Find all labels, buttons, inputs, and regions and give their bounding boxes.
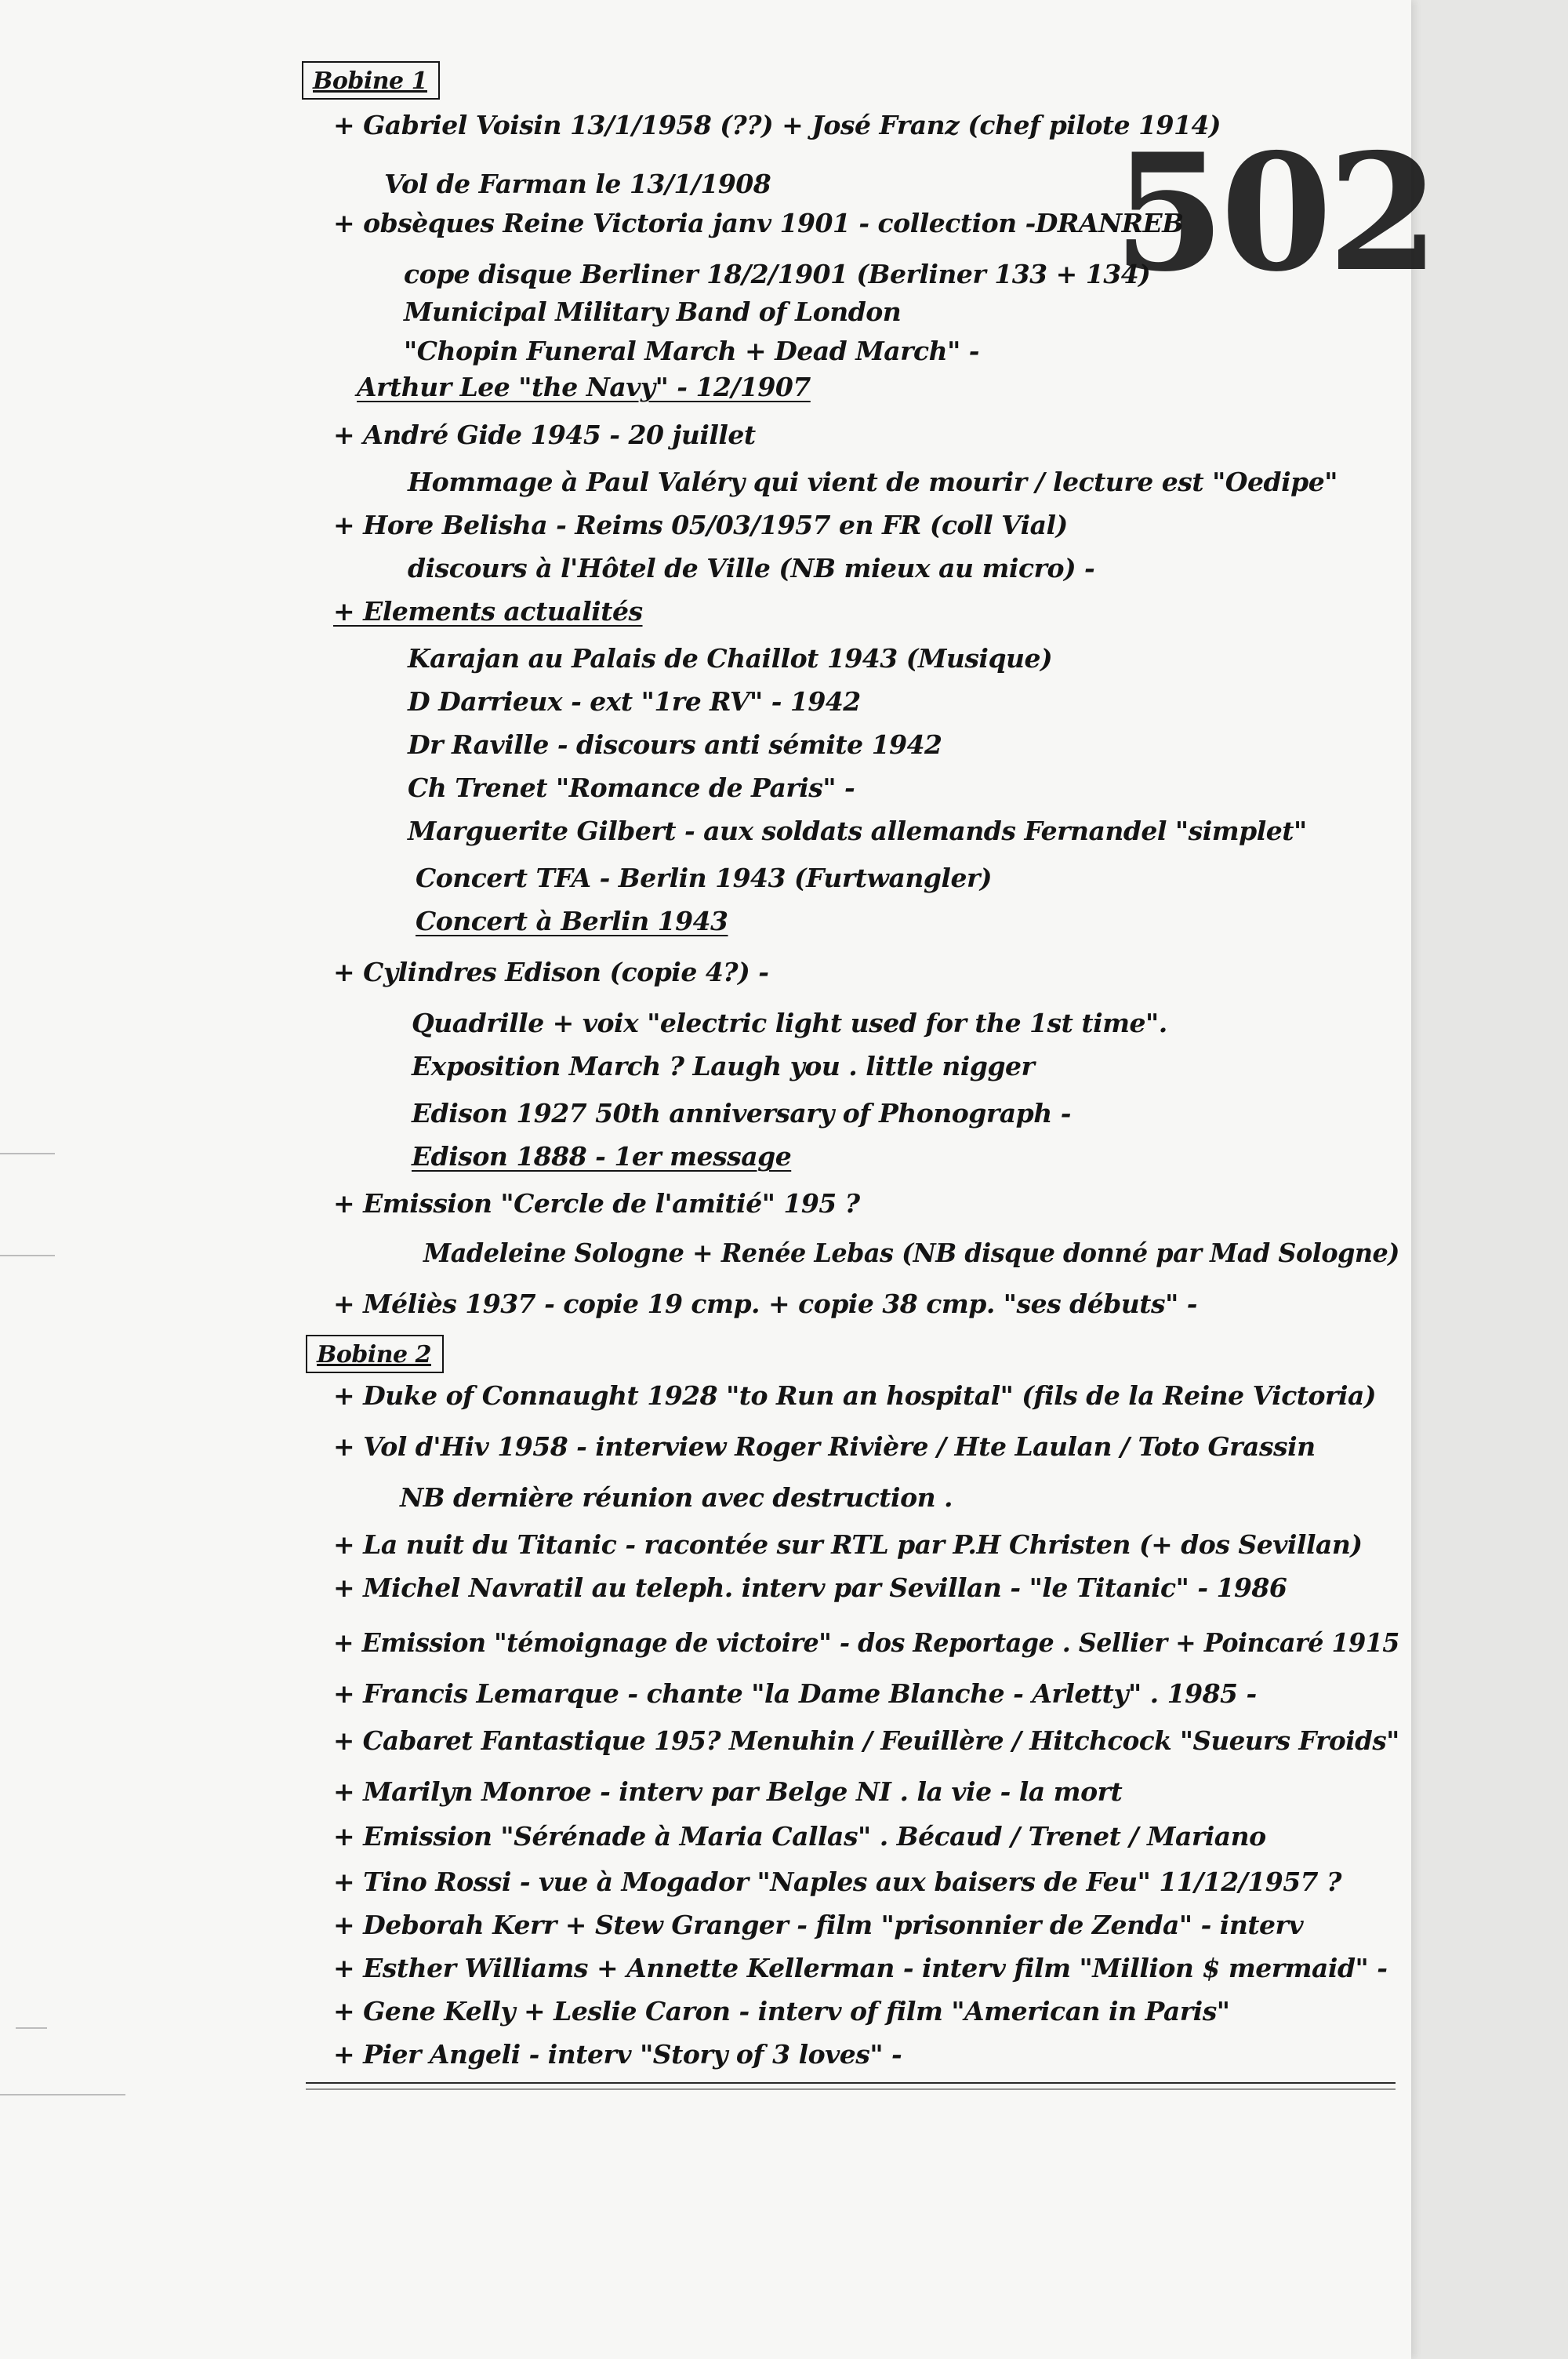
margin-mark bbox=[0, 2094, 125, 2095]
entry-line: + Tino Rossi - vue à Mogador "Naples aux baisers de Feu" 11/12/1957 ? bbox=[333, 1866, 1341, 1897]
entry-line: + Cylindres Edison (copie 4?) - bbox=[333, 957, 769, 987]
entry-line: discours à l'Hôtel de Ville (NB mieux au micro) - bbox=[408, 553, 1095, 583]
entry-line: + Emission "témoignage de victoire" - dos Reportage . Sellier + Poincaré 1915 bbox=[333, 1627, 1399, 1658]
closing-rule bbox=[306, 2082, 1396, 2084]
margin-mark bbox=[0, 1255, 55, 1256]
entry-line: NB dernière réunion avec destruction . bbox=[400, 1482, 953, 1513]
entry-line: Ch Trenet "Romance de Paris" - bbox=[408, 772, 855, 803]
entry-line: "Chopin Funeral March + Dead March" - bbox=[404, 336, 980, 366]
entry-line: Karajan au Palais de Chaillot 1943 (Musique) bbox=[408, 643, 1053, 674]
margin-mark bbox=[16, 2027, 47, 2029]
reel-label-1: Bobine 1 bbox=[302, 61, 440, 100]
entry-line: Edison 1888 - 1er message bbox=[412, 1141, 792, 1172]
entry-line: + Hore Belisha - Reims 05/03/1957 en FR (coll Vial) bbox=[333, 510, 1068, 540]
entry-line: + Esther Williams + Annette Kellerman - interv film "Million $ mermaid" - bbox=[333, 1953, 1388, 1983]
entry-line: + obsèques Reine Victoria janv 1901 - collection -DRANREB bbox=[333, 208, 1184, 238]
entry-line: Edison 1927 50th anniversary of Phonograph - bbox=[412, 1098, 1071, 1129]
entry-line: + Francis Lemarque - chante "la Dame Blanche - Arletty" . 1985 - bbox=[333, 1678, 1257, 1709]
entry-line: Madeleine Sologne + Renée Lebas (NB disque donné par Mad Sologne) bbox=[423, 1238, 1399, 1268]
entry-line: Exposition March ? Laugh you . little nigger bbox=[412, 1051, 1035, 1081]
entry-line: cope disque Berliner 18/2/1901 (Berliner 133 + 134) bbox=[404, 259, 1151, 289]
entry-line: + Elements actualités bbox=[333, 596, 643, 627]
entry-line: + Deborah Kerr + Stew Granger - film "prisonnier de Zenda" - interv bbox=[333, 1910, 1304, 1940]
entry-line: Arthur Lee "the Navy" - 12/1907 bbox=[357, 372, 811, 402]
entry-line: + Pier Angeli - interv "Story of 3 loves" - bbox=[333, 2039, 902, 2070]
entry-line: Marguerite Gilbert - aux soldats allemands Fernandel "simplet" bbox=[408, 816, 1307, 846]
entry-line: Hommage à Paul Valéry qui vient de mourir / lecture est "Oedipe" bbox=[408, 467, 1338, 497]
entry-line: + Emission "Sérénade à Maria Callas" . Bécaud / Trenet / Mariano bbox=[333, 1821, 1266, 1852]
entry-line: Concert à Berlin 1943 bbox=[416, 906, 728, 936]
page-number-stamp: 502 bbox=[1113, 119, 1435, 307]
entry-line: + André Gide 1945 - 20 juillet bbox=[333, 420, 756, 450]
entry-line: + Marilyn Monroe - interv par Belge NI . la vie - la mort bbox=[333, 1776, 1123, 1807]
closing-rule bbox=[306, 2088, 1396, 2090]
entry-line: D Darrieux - ext "1re RV" - 1942 bbox=[408, 686, 861, 717]
reel-label-2: Bobine 2 bbox=[306, 1335, 444, 1373]
entry-line: + Méliès 1937 - copie 19 cmp. + copie 38 cmp. "ses débuts" - bbox=[333, 1289, 1197, 1319]
entry-line: Municipal Military Band of London bbox=[404, 296, 902, 327]
entry-line: + Emission "Cercle de l'amitié" 195 ? bbox=[333, 1188, 860, 1219]
entry-line: + La nuit du Titanic - racontée sur RTL par P.H Christen (+ dos Sevillan) bbox=[333, 1529, 1363, 1560]
entry-line: + Vol d'Hiv 1958 - interview Roger Rivière / Hte Laulan / Toto Grassin bbox=[333, 1431, 1316, 1462]
entry-line: + Michel Navratil au teleph. interv par Sevillan - "le Titanic" - 1986 bbox=[333, 1572, 1287, 1603]
entry-line: + Gabriel Voisin 13/1/1958 (??) + José Franz (chef pilote 1914) bbox=[333, 110, 1221, 140]
entry-line: Quadrille + voix "electric light used for the 1st time". bbox=[412, 1008, 1167, 1038]
entry-line: Vol de Farman le 13/1/1908 bbox=[384, 169, 771, 199]
entry-line: Concert TFA - Berlin 1943 (Furtwangler) bbox=[416, 863, 992, 893]
entry-line: + Cabaret Fantastique 195? Menuhin / Feuillère / Hitchcock "Sueurs Froids" bbox=[333, 1725, 1399, 1756]
entry-line: + Gene Kelly + Leslie Caron - interv of film "American in Paris" bbox=[333, 1996, 1230, 2026]
entry-line: Dr Raville - discours anti sémite 1942 bbox=[408, 729, 942, 760]
entry-line: + Duke of Connaught 1928 "to Run an hospital" (fils de la Reine Victoria) bbox=[333, 1380, 1376, 1411]
margin-mark bbox=[0, 1153, 55, 1154]
